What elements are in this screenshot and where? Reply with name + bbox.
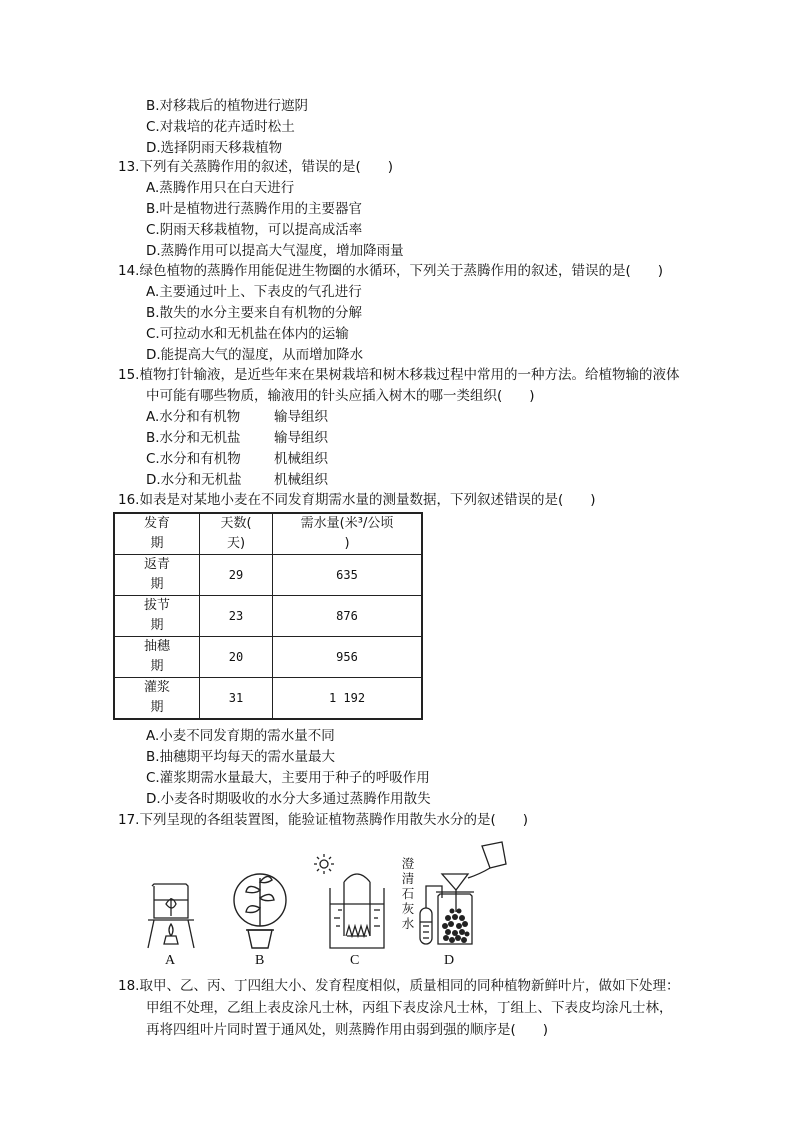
header-stage: 发育 期 [114, 513, 200, 555]
q16-option-a: A.小麦不同发育期的需水量不同 [146, 728, 335, 744]
header-days: 天数( 天) [200, 513, 273, 555]
table-row: 拔节 期 23 876 [114, 596, 422, 637]
cell-days: 20 [200, 637, 273, 678]
figure-label-c: C [350, 953, 360, 968]
q13-stem: 13.下列有关蒸腾作用的叙述，错误的是( ) [118, 159, 394, 175]
figure-label-a: A [165, 953, 176, 968]
table-row: 返青 期 29 635 [114, 555, 422, 596]
q16-option-d: D.小麦各时期吸收的水分大多通过蒸腾作用散失 [146, 791, 431, 807]
header-water: 需水量(米³/公顷 ) [273, 513, 423, 555]
q12-option-b: B.对移栽后的植物进行遮阴 [146, 98, 309, 114]
table-row: 灌浆 期 31 1 192 [114, 678, 422, 720]
cell-water: 956 [273, 637, 423, 678]
figure-label-d: D [444, 953, 455, 968]
q13-option-a: A.蒸腾作用只在白天进行 [146, 180, 295, 196]
q15-stem-line2: 中可能有哪些物质，输液用的针头应插入树木的哪一类组织( ) [146, 388, 535, 404]
q14-option-b: B.散失的水分主要来自有机物的分解 [146, 305, 363, 321]
q16-option-b: B.抽穗期平均每天的需水量最大 [146, 749, 336, 765]
q13-option-c: C.阴雨天移栽植物，可以提高成活率 [146, 222, 363, 238]
q18-stem-line3: 再将四组叶片同时置于通风处，则蒸腾作用由弱到强的顺序是( ) [146, 1022, 549, 1038]
q13-option-b: B.叶是植物进行蒸腾作用的主要器官 [146, 201, 363, 217]
q16-stem: 16.如表是对某地小麦在不同发育期需水量的测量数据，下列叙述错误的是( ) [118, 492, 596, 508]
cell-days: 29 [200, 555, 273, 596]
q15-option-b: B.水分和无机盐 输导组织 [146, 430, 328, 446]
q13-option-d: D.蒸腾作用可以提高大气湿度，增加降雨量 [146, 243, 404, 259]
cell-days: 23 [200, 596, 273, 637]
table-row: 抽穗 期 20 956 [114, 637, 422, 678]
cell-water: 635 [273, 555, 423, 596]
apparatus-a-figure [146, 878, 196, 950]
q15-stem-line1: 15.植物打针输液，是近些年来在果树栽培和树木移栽过程中常用的一种方法。给植物输的液体 [118, 367, 680, 383]
q14-option-c: C.可拉动水和无机盐在体内的运输 [146, 326, 349, 342]
q12-option-d: D.选择阴雨天移栽植物 [146, 140, 283, 156]
cell-water: 1 192 [273, 678, 423, 720]
lime-water-label: 澄 清 石 灰 水 [401, 856, 415, 931]
q15-option-a: A.水分和有机物 输导组织 [146, 409, 328, 425]
q15-option-d: D.水分和无机盐 机械组织 [146, 472, 328, 488]
q18-stem-line1: 18.取甲、乙、丙、丁四组大小、发育程度相似，质量相同的同种植物新鲜叶片，做如下处理： [118, 978, 680, 994]
figure-label-b: B [255, 953, 265, 968]
water-demand-table [113, 512, 423, 720]
cell-days: 31 [200, 678, 273, 720]
q16-option-c: C.灌浆期需水量最大，主要用于种子的呼吸作用 [146, 770, 430, 786]
q14-option-a: A.主要通过叶上、下表皮的气孔进行 [146, 284, 362, 300]
q15-option-c: C.水分和有机物 机械组织 [146, 451, 328, 467]
q14-option-d: D.能提高大气的湿度，从而增加降水 [146, 347, 364, 363]
q18-stem-line2: 甲组不处理，乙组上表皮涂凡士林，丙组下表皮涂凡士林，丁组上、下表皮均涂凡士林， [146, 1000, 673, 1016]
table-header-row [114, 513, 422, 555]
q12-option-c: C.对栽培的花卉适时松土 [146, 119, 295, 135]
apparatus-b-figure [232, 868, 288, 950]
q17-stem: 17.下列呈现的各组装置图，能验证植物蒸腾作用散失水分的是( ) [118, 812, 529, 828]
cell-water: 876 [273, 596, 423, 637]
q14-stem: 14.绿色植物的蒸腾作用能促进生物圈的水循环，下列关于蒸腾作用的叙述，错误的是( ) [118, 263, 664, 279]
apparatus-c-figure [310, 852, 390, 950]
